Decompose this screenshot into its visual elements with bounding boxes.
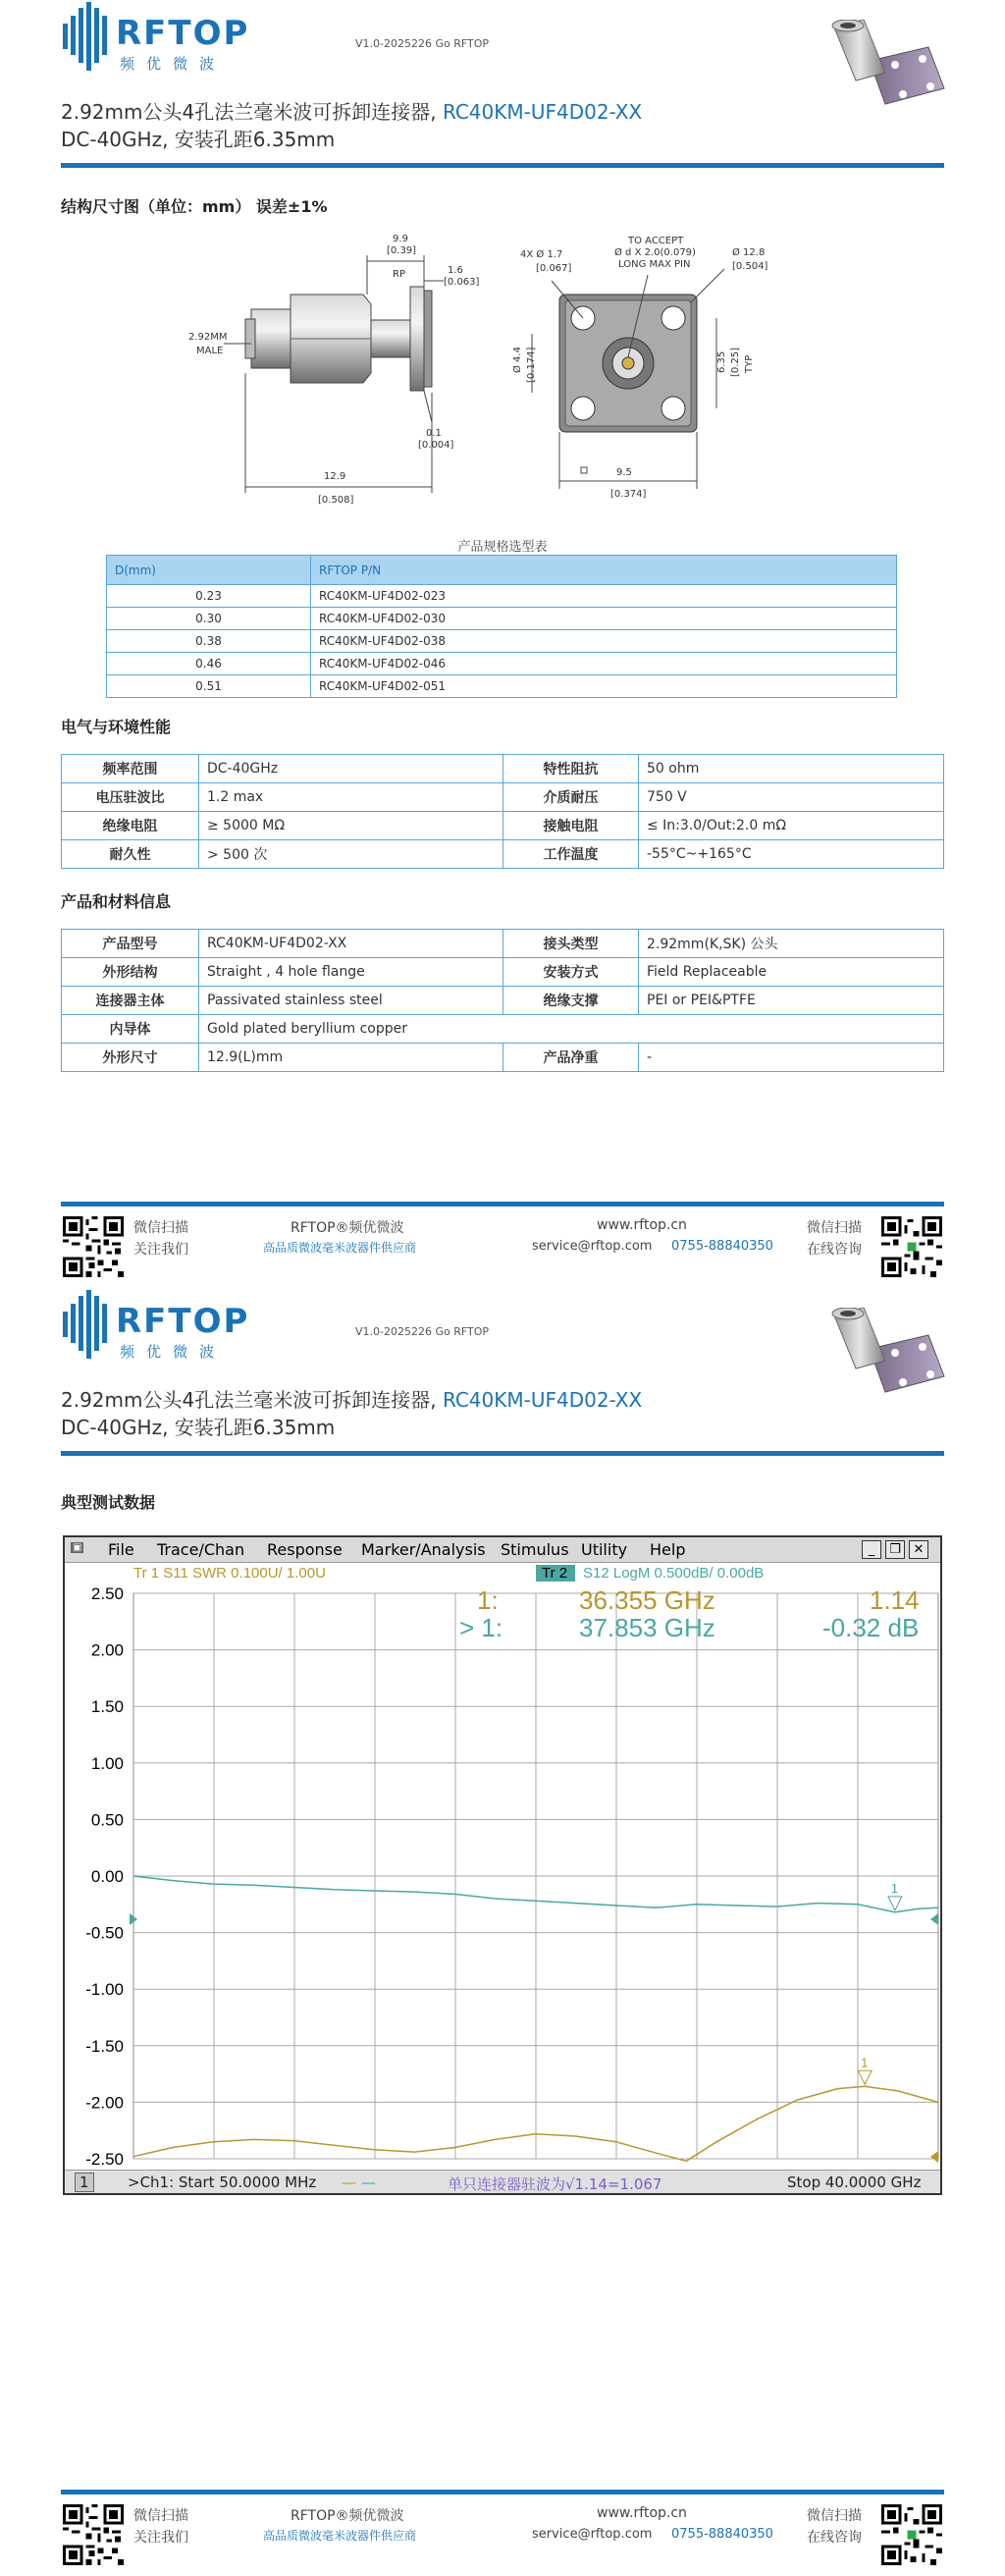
- svg-text:6.35: 6.35: [716, 350, 727, 373]
- cell-pn: RC40KM-UF4D02-046: [311, 653, 897, 675]
- y-tick-label: -0.50: [85, 1923, 124, 1943]
- table-row: [107, 608, 897, 630]
- table-row: [107, 675, 897, 698]
- svg-text:[0.374]: [0.374]: [610, 489, 647, 500]
- product-part-number: RC40KM-UF4D02-XX: [442, 1388, 643, 1412]
- table-row: 外形尺寸 12.9(L)mm 产品净重 -: [62, 1044, 944, 1072]
- product-title: 2.92mm公头4孔法兰毫米波可拆卸连接器, RC40KM-UF4D02-XX: [61, 100, 643, 124]
- close-icon[interactable]: ✕: [909, 1540, 928, 1559]
- qr-code-icon[interactable]: [63, 1216, 124, 1277]
- table-row: 电压驻波比 1.2 max 介质耐压 750 V: [62, 783, 944, 812]
- qr-code-icon[interactable]: [63, 2504, 124, 2565]
- cell-d: 0.51: [107, 675, 311, 698]
- product-image: [820, 20, 948, 128]
- qr-code-icon[interactable]: [881, 2504, 942, 2565]
- logo-mark-icon: [61, 1290, 116, 1361]
- svg-text:[0.508]: [0.508]: [318, 495, 354, 506]
- section-title-test: 典型测试数据: [61, 1493, 156, 1512]
- column-header-d: D(mm): [107, 556, 311, 585]
- column-header-pn: RFTOP P/N: [311, 556, 897, 585]
- y-tick-label: -2.50: [85, 2150, 124, 2169]
- cell-pn: RC40KM-UF4D02-030: [311, 608, 897, 630]
- marker1-value: 1.14: [870, 1585, 920, 1615]
- svg-text:[0.25]: [0.25]: [730, 347, 741, 377]
- product-subtitle: DC-40GHz, 安装孔距6.35mm: [61, 128, 336, 151]
- website-link[interactable]: www.rftop.cn: [597, 1217, 687, 1233]
- phone-number: 0755-88840350: [671, 1239, 773, 1254]
- svg-text:[0.063]: [0.063]: [444, 277, 480, 288]
- marker1-label: 1:: [477, 1585, 499, 1615]
- menu-help[interactable]: Help: [650, 1540, 686, 1559]
- svg-text:[0.39]: [0.39]: [387, 245, 417, 256]
- website-link[interactable]: www.rftop.cn: [597, 2505, 687, 2521]
- vna-screenshot: [63, 1535, 942, 2195]
- table-row: 绝缘电阻 ≥ 5000 MΩ 接触电阻 ≤ In:3.0/Out:2.0 mΩ: [62, 812, 944, 840]
- email-link[interactable]: service@rftop.com: [532, 1239, 653, 1254]
- svg-text:4X Ø 1.7: 4X Ø 1.7: [520, 249, 563, 260]
- table-row: 连接器主体 Passivated stainless steel 绝缘支撑 PEI or PEI&PTFE: [62, 987, 944, 1015]
- version-label: V1.0-2025226 Go RFTOP: [355, 37, 490, 50]
- y-tick-label: 2.00: [90, 1640, 124, 1660]
- y-tick-label: 1.50: [90, 1697, 124, 1717]
- annotation-note: 单只连接器驻波为√1.14=1.067: [448, 2175, 662, 2193]
- dimension-drawing: [186, 226, 834, 520]
- trace2-tag: Tr 2: [542, 1565, 568, 1582]
- y-tick-label: -2.00: [85, 2093, 124, 2113]
- section-title-material: 产品和材料信息: [61, 892, 172, 911]
- logo: [61, 1290, 296, 1361]
- menu-response[interactable]: Response: [267, 1540, 343, 1559]
- svg-text:[0.504]: [0.504]: [732, 261, 768, 272]
- s11-legend-line: —: [342, 2174, 356, 2191]
- stop-frequency: Stop 40.0000 GHz: [787, 2174, 922, 2191]
- logo-subtitle: 频优微波: [120, 1343, 227, 1361]
- logo-subtitle: 频优微波: [120, 55, 227, 73]
- header: [61, 0, 944, 169]
- header-divider: [61, 1451, 944, 1456]
- product-title: 2.92mm公头4孔法兰毫米波可拆卸连接器, RC40KM-UF4D02-XX: [61, 1388, 643, 1412]
- table-row: [107, 653, 897, 675]
- marker2-value: -0.32 dB: [822, 1613, 920, 1642]
- cell-d: 0.23: [107, 585, 311, 608]
- svg-text:12.9: 12.9: [324, 471, 346, 482]
- table-row: 产品型号 RC40KM-UF4D02-XX 接头类型 2.92mm(K,SK) 公头: [62, 930, 944, 958]
- product-part-number: RC40KM-UF4D02-XX: [442, 100, 643, 124]
- section-title-electrical: 电气与环境性能: [61, 718, 172, 736]
- menu-trace-chan[interactable]: Trace/Chan: [157, 1540, 245, 1559]
- marker-s12-label: 1: [890, 1880, 899, 1896]
- svg-text:Ø 4.4: Ø 4.4: [512, 347, 523, 373]
- svg-text:[0.004]: [0.004]: [418, 440, 454, 451]
- svg-text:9.5: 9.5: [616, 467, 632, 478]
- svg-text:1.6: 1.6: [448, 265, 463, 276]
- email-link[interactable]: service@rftop.com: [532, 2527, 653, 2542]
- cell-pn: RC40KM-UF4D02-038: [311, 630, 897, 653]
- table-row: [107, 630, 897, 653]
- product-subtitle: DC-40GHz, 安装孔距6.35mm: [61, 1416, 336, 1439]
- marker1-freq: 36.355 GHz: [579, 1585, 715, 1615]
- svg-text:[0.067]: [0.067]: [536, 263, 572, 274]
- selection-table-caption: 产品规格选型表: [457, 540, 548, 555]
- y-tick-label: 0.50: [90, 1810, 124, 1830]
- marker-s11-label: 1: [861, 2055, 869, 2070]
- y-tick-label: 2.50: [90, 1584, 124, 1603]
- cell-pn: RC40KM-UF4D02-051: [311, 675, 897, 698]
- trace-chart: [65, 1564, 940, 2169]
- version-label: V1.0-2025226 Go RFTOP: [355, 1325, 490, 1338]
- channel-number: 1: [75, 2173, 94, 2192]
- y-tick-label: 0.00: [90, 1867, 124, 1886]
- menu-stimulus[interactable]: Stimulus: [501, 1540, 569, 1559]
- svg-text:0.1: 0.1: [426, 428, 442, 439]
- plot-area: [65, 1564, 940, 2193]
- trace2-legend: S12 LogM 0.500dB/ 0.00dB: [583, 1565, 765, 1582]
- electrical-table: [61, 754, 944, 869]
- logo-mark-icon: [61, 2, 116, 73]
- svg-text:[0.174]: [0.174]: [526, 347, 537, 383]
- table-row: 频率范围 DC-40GHz 特性阻抗 50 ohm: [62, 755, 944, 783]
- svg-text:TO ACCEPT: TO ACCEPT: [628, 236, 684, 246]
- selection-table: [106, 555, 897, 698]
- header: [61, 1288, 944, 1457]
- svg-text:TYP: TYP: [744, 354, 755, 373]
- svg-text:Ø 12.8: Ø 12.8: [732, 247, 766, 258]
- svg-text:2.92MM: 2.92MM: [188, 332, 228, 343]
- menu-utility[interactable]: Utility: [581, 1540, 628, 1559]
- cell-pn: RC40KM-UF4D02-023: [311, 585, 897, 608]
- cell-d: 0.46: [107, 653, 311, 675]
- header-divider: [61, 163, 944, 168]
- qr-code-icon[interactable]: [881, 1216, 942, 1277]
- svg-text:MALE: MALE: [196, 346, 224, 356]
- svg-text:LONG MAX PIN: LONG MAX PIN: [618, 259, 691, 270]
- menu-bar: [65, 1537, 940, 1563]
- table-header-row: [107, 556, 897, 585]
- section-title-dimensions: 结构尺寸图（单位：mm） 误差±1%: [61, 197, 328, 216]
- svg-text:9.9: 9.9: [393, 234, 408, 244]
- product-image: [820, 1308, 948, 1416]
- menu-marker-analysis[interactable]: Marker/Analysis: [361, 1540, 486, 1559]
- marker2-label: > 1:: [459, 1613, 503, 1642]
- app-icon: ▣: [73, 1542, 82, 1553]
- footer: 微信扫描 关注我们 RFTOP®频优微波 高品质微波毫米波器件供应商 www.rftop.cn service@rftop.com 0755-88840350 微信扫描 在线咨询: [61, 1202, 944, 1280]
- material-table: [61, 929, 944, 1072]
- logo-text: RFTOP: [116, 14, 250, 53]
- table-row: 耐久性 > 500 次 工作温度 -55°C~+165°C: [62, 840, 944, 869]
- phone-number: 0755-88840350: [671, 2527, 773, 2542]
- minimize-icon[interactable]: _: [862, 1540, 881, 1559]
- table-row: 外形结构 Straight , 4 hole flange 安装方式 Field Replaceable: [62, 958, 944, 987]
- y-tick-label: -1.50: [85, 2036, 124, 2056]
- trace1-legend: Tr 1 S11 SWR 0.100U/ 1.00U: [133, 1565, 326, 1582]
- start-frequency: >Ch1: Start 50.0000 MHz: [128, 2174, 317, 2191]
- svg-text:Ø d X 2.0(0.079): Ø d X 2.0(0.079): [614, 247, 696, 258]
- footer: 微信扫描 关注我们 RFTOP®频优微波 高品质微波毫米波器件供应商 www.rftop.cn service@rftop.com 0755-88840350 微信扫描 在线咨询: [61, 2490, 944, 2568]
- table-row: 内导体 Gold plated beryllium copper: [62, 1015, 944, 1044]
- cell-d: 0.30: [107, 608, 311, 630]
- logo: [61, 2, 296, 73]
- y-tick-label: -1.00: [85, 1980, 124, 2000]
- s12-legend-line: —: [361, 2174, 376, 2191]
- svg-text:RP: RP: [393, 269, 405, 280]
- status-bar: [65, 2170, 940, 2193]
- restore-icon[interactable]: ❐: [885, 1540, 905, 1559]
- table-row: [107, 585, 897, 608]
- cell-d: 0.38: [107, 630, 311, 653]
- y-tick-label: 1.00: [90, 1753, 124, 1773]
- menu-file[interactable]: File: [108, 1540, 134, 1559]
- marker2-freq: 37.853 GHz: [579, 1613, 715, 1642]
- logo-text: RFTOP: [116, 1302, 250, 1341]
